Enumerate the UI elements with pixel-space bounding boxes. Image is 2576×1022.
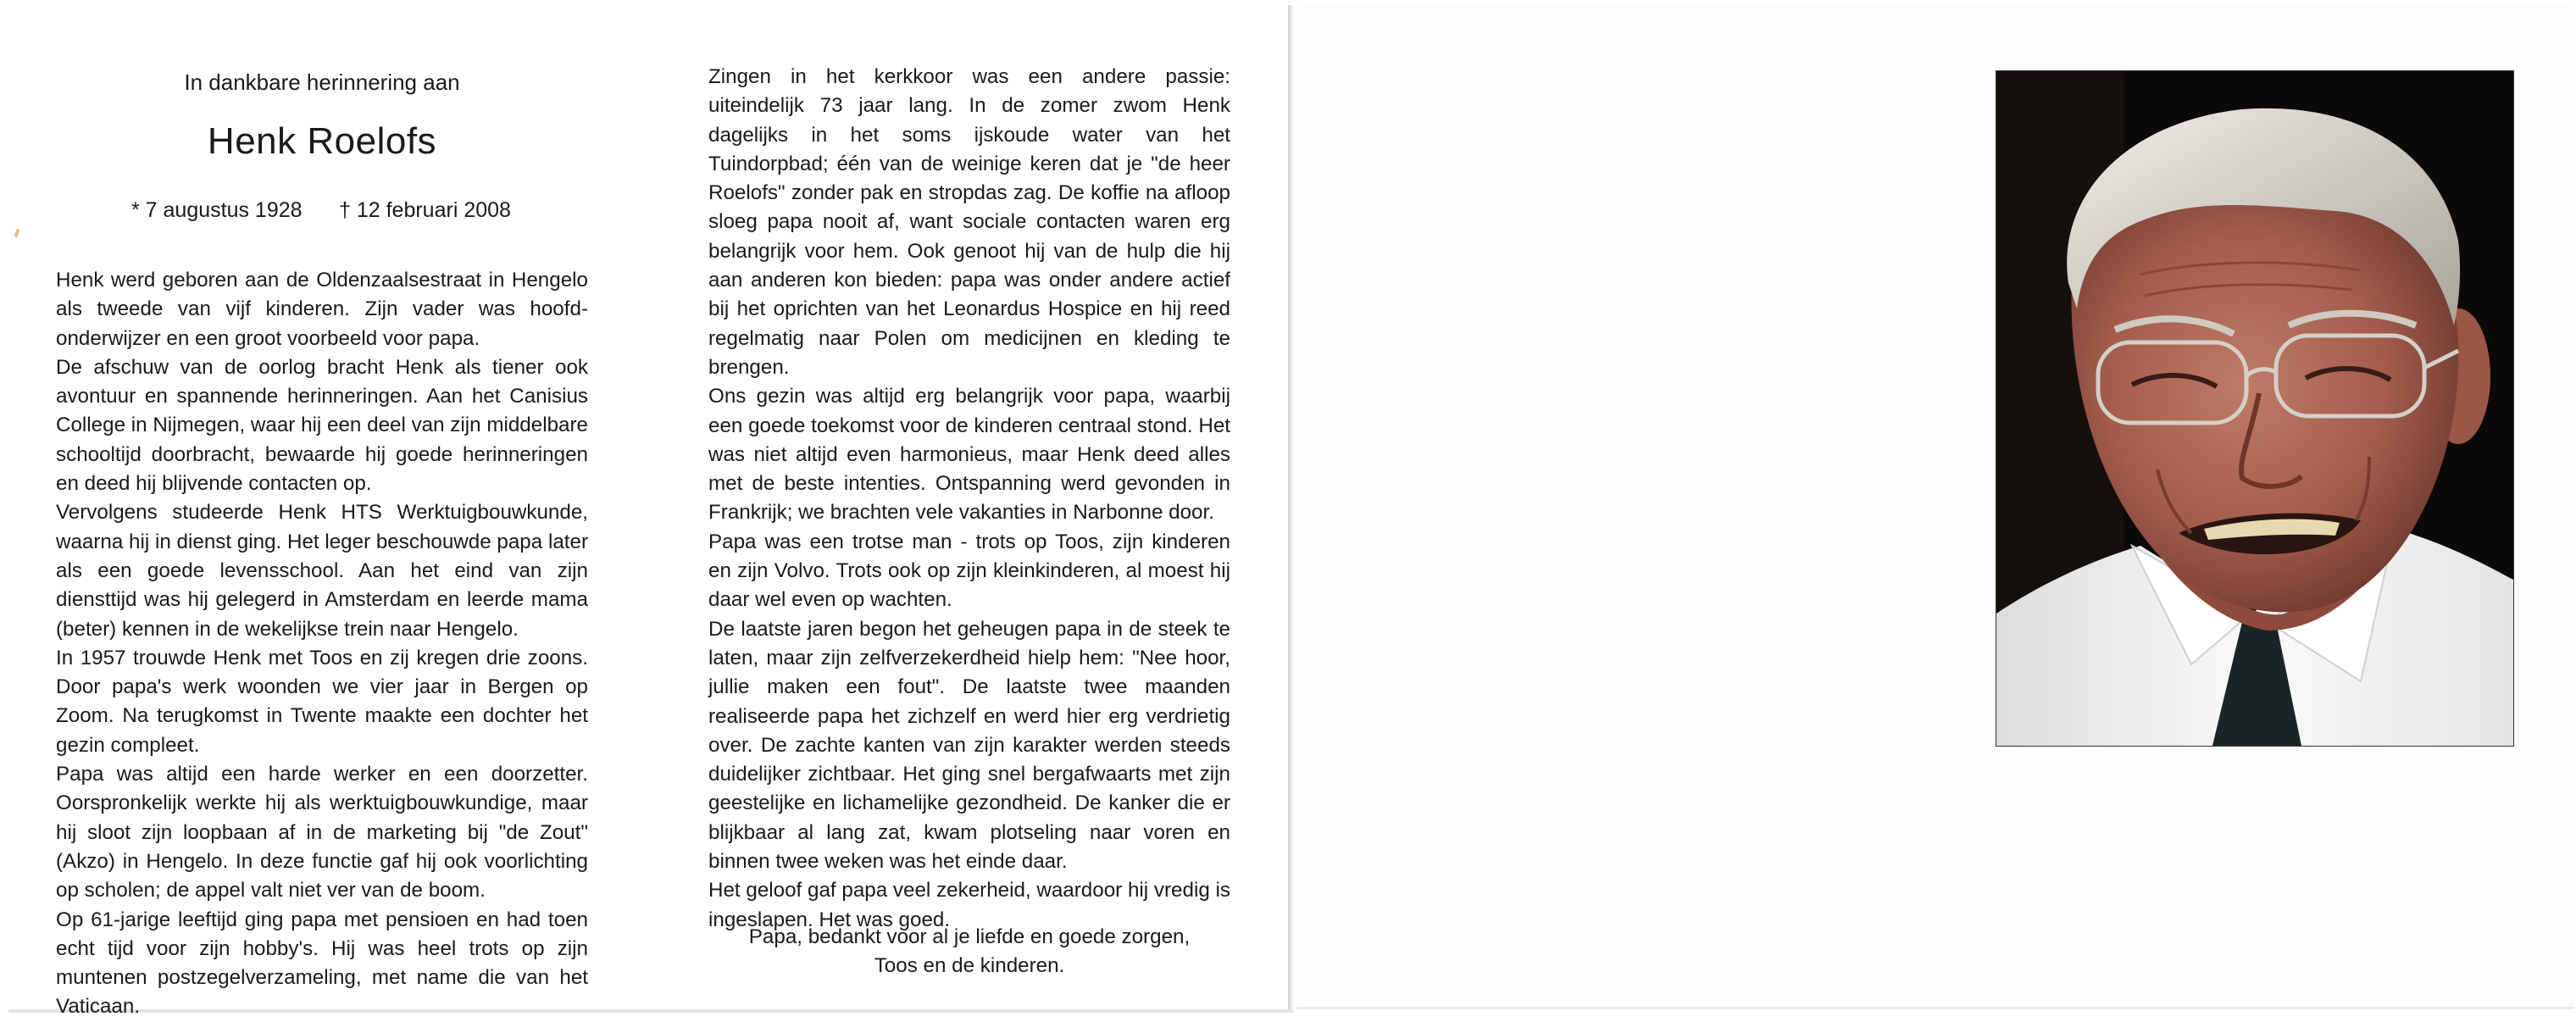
closing-signature: Toos en de kinderen. (874, 954, 1065, 978)
remembrance-heading: In dankbare herinnering aan (184, 69, 460, 95)
biography-paragraph: Ons gezin was altijd erg belangrijk voor papa, waarbij een goede toekomst voor de kinderen centraal stond. Het was niet altijd even harmonieus, maar Henk deed alles met de beste intenties. Ontspanning werd gevonden in Frankrijk; we brachten vele vakanties in Narbonne door. (708, 385, 1230, 525)
birth-date: * 7 augustus 1928 (131, 198, 303, 222)
biography-column-right (708, 63, 1230, 935)
biography-paragraph: Zingen in het kerkkoor was een andere passie: uiteindelijk 73 jaar lang. In de zomer zwom Henk dagelijks in het soms ijskoude water van het Tuindorpbad; één van de weinige keren dat je "de heer Roelofs" zonder pak en stropdas zag. De koffie na afloop sloeg papa nooit af, want sociale contacten waren erg belangrijk voor hem. Ook genoot hij van de hulp die hij aan anderen kon bieden: papa was onder andere actief bij het oprichten van het Leonardus Hospice en hij reed regelmatig naar Polen om medicijnen en kleding te brengen. (708, 65, 1230, 379)
closing-thanks: Papa, bedankt voor al je liefde en goede zorgen, (748, 925, 1191, 948)
biography-paragraph: Papa was een trotse man - trots op Toos, zijn kinderen en zijn Volvo. Trots ook op zijn kleinkinderen, al moest hij daar wel even op wachten. (708, 530, 1230, 612)
portrait-photo (1996, 70, 2514, 747)
biography-paragraph: Henk werd geboren aan de Oldenzaalsestraat in Hengelo als tweede van vijf kinderen. Zijn vader was hoofdonderwijzer en een groot voorbeeld voor papa. (56, 269, 588, 350)
biography-paragraph: Het geloof gaf papa veel zekerheid, waardoor hij vredig is ingeslapen. Het was goed. (708, 879, 1230, 931)
death-date: † 12 februari 2008 (339, 198, 511, 222)
biography-paragraph: De laatste jaren begon het geheugen papa in de steek te laten, maar zijn zelfverzekerdheid hielp hem: "Nee hoor, jullie maken een fout". De laatste twee maanden realiseerde papa het zichzelf en werd hier erg verdrietig over. De zachte kanten van zijn karakter werden steeds duidelijker zichtbaar. Het ging snel bergafwaarts met zijn geestelijke en lichamelijke gezondheid. De kanker die er blijkbaar al lang zat, kwam plotseling naar voren en binnen twee weken was het einde daar. (708, 617, 1230, 874)
biography-paragraph: Papa was altijd een harde werker en een doorzetter. Oorspronkelijk werkte hij als werktuigbouwkundige, maar hij sloot zijn loopbaan af in de marketing bij "de Zout" (Akzo) in Hengelo. In deze functie gaf hij ook voorlichting op scholen; de appel valt niet ver van de boom. (56, 763, 588, 903)
portrait-illustration (1996, 71, 2513, 746)
biography-paragraph: In 1957 trouwde Henk met Toos en zij kregen drie zoons. Door papa's werk woonden we vier jaar in Bergen op Zoom. Na terugkomst in Twente maakte een dochter het gezin compleet. (56, 646, 588, 757)
closing-dedication (708, 923, 1230, 981)
biography-paragraph: De afschuw van de oorlog bracht Henk als tiener ook avontuur en spannende herinneringen. Aan het Canisius College in Nijmegen, waar hij een deel van zijn middelbare schooltijd doorbracht, bewaarde hij goede herinneringen en deed hij blijvende contacten op. (56, 355, 588, 496)
deceased-name: Henk Roelofs (207, 120, 437, 162)
biography-paragraph: Op 61-jarige leeftijd ging papa met pensioen en had toen echt tijd voor zijn hobby's. Hij was heel trots op zijn muntenen postzegelverzameling, met name die van het Vaticaan. (56, 908, 588, 1019)
biography-paragraph: Vervolgens studeerde Henk HTS Werktuigbouwkunde, waarna hij in dienst ging. Het leger beschouwde papa later als een goede levensschool. Aan het eind van zijn diensttijd was hij gelegerd in Amsterdam en leerde mama (beter) kennen in de wekelijkse trein naar Hengelo. (56, 501, 588, 641)
biography-column-left (56, 266, 588, 1022)
photo-page-bottom-edge (1296, 1007, 2574, 1009)
page-fold-edge (1288, 5, 1293, 1009)
